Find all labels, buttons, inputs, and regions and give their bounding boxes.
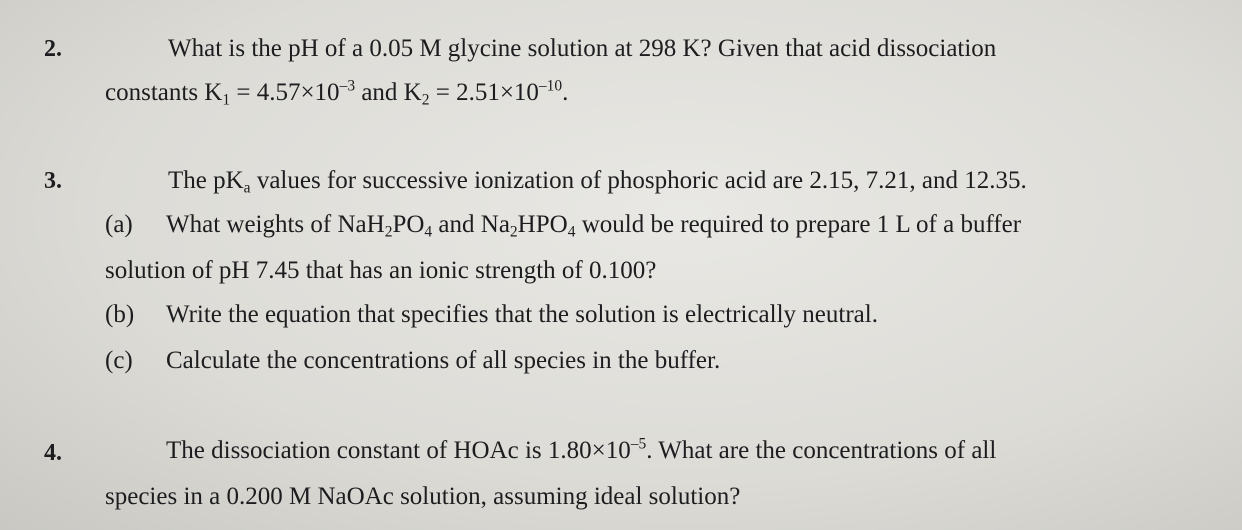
question-4-number: 4. [44,440,62,466]
question-4-line-1: The dissociation constant of HOAc is $1.80\times 10^{-5}$. What are the concentrations of all [166,435,997,464]
question-3c-text: Calculate the concentrations of all species in the buffer. [166,347,721,374]
question-3c-label: (c) [105,347,133,374]
question-3a-line-1: What weights of $NaH_2PO_4$ and $Na_2HPO_4$ would be required to prepare 1 L of a buffer [166,211,1022,241]
question-3-intro: The $pK_a$ values for successive ionization of phosphoric acid are 2.15, 7.21, and 12.35. [168,167,1027,197]
question-3a-line-2: solution of pH 7.45 that has an ionic strength of 0.100? [105,257,657,284]
question-2-line-1: What is the pH of a 0.05 M glycine solution at 298 K? Given that acid dissociation [168,35,997,62]
question-4-line-2: species in a 0.200 M NaOAc solution, assuming ideal solution? [105,483,741,510]
question-2-number: 2. [44,36,62,62]
question-3-number: 3. [44,168,62,194]
question-3a-label: (a) [105,211,133,238]
question-3b-text: Write the equation that specifies that the solution is electrically neutral. [166,301,878,328]
question-3b-label: (b) [105,301,135,328]
question-2-line-2: constants $K_1 = 4.57\times 10^{-3}$ and $K_2 = 2.51\times 10^{-10}$. [105,77,569,109]
